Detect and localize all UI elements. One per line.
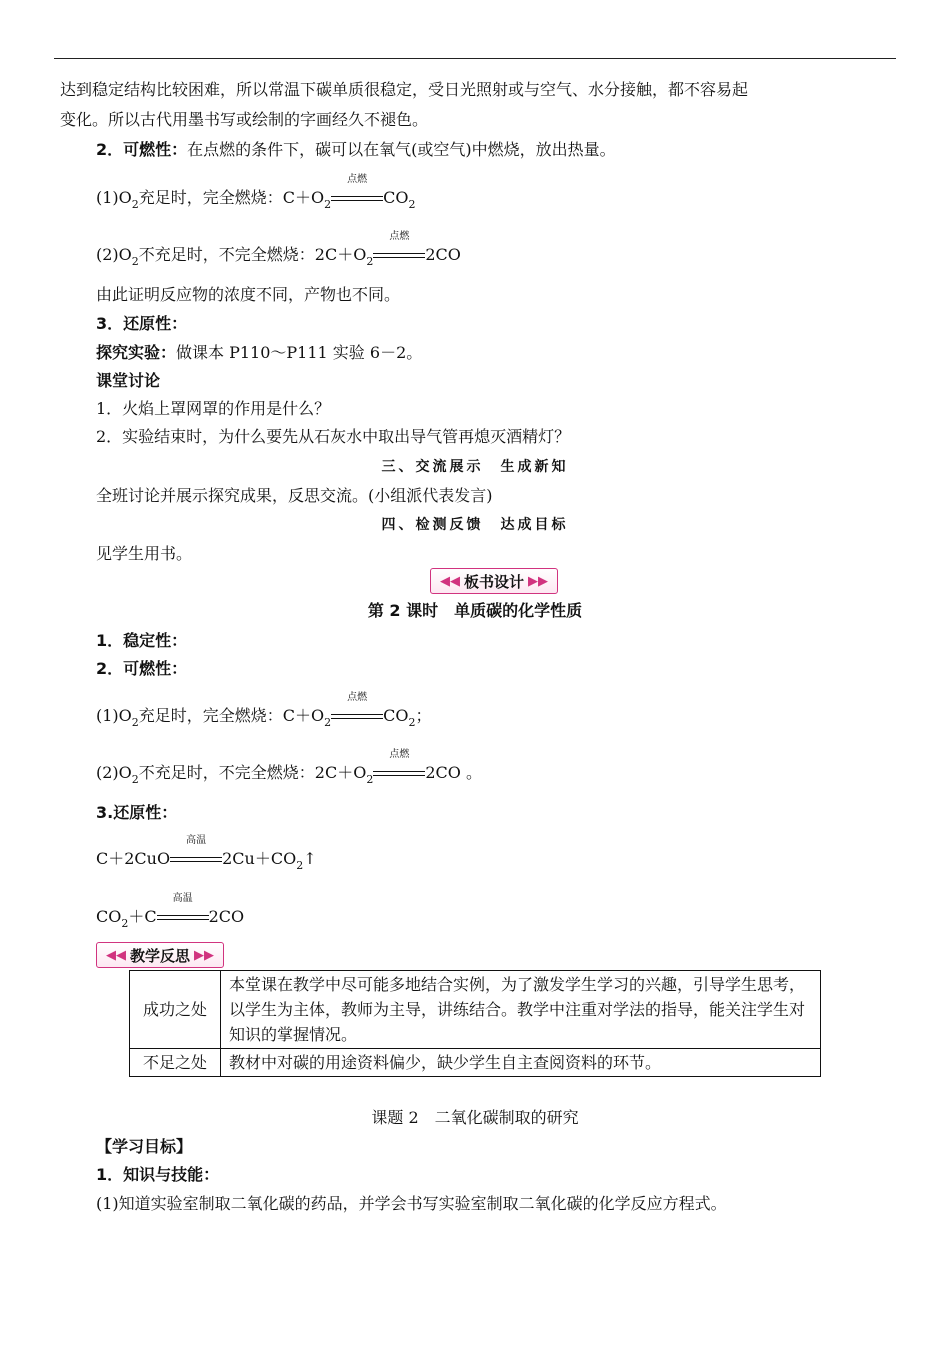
reaction-sign: 点燃 bbox=[331, 187, 383, 209]
combustibility-conclusion: 由此证明反应物的浓度不同，产物也不同。 bbox=[96, 285, 401, 304]
board-item: 1．稳定性： bbox=[96, 631, 188, 650]
equation-complete-combustion: $(1)O_2$充足时，完全燃烧：$C+O_2$ 点燃 $CO_2$ bbox=[96, 174, 416, 211]
lesson-title: 第 2 课时 单质碳的化学性质 bbox=[367, 601, 583, 620]
reaction-sign: 点燃 bbox=[373, 762, 425, 784]
combustibility-text: 在点燃的条件下，碳可以在氧气(或空气)中燃烧，放出热量。 bbox=[187, 140, 616, 159]
combustibility-heading: 2．可燃性： bbox=[96, 140, 188, 159]
board-equation-cuo: C＋2CuO 高温 $2Cu+CO_2↑$ bbox=[96, 835, 317, 872]
reflection-badge: ◀◀ 教学反思 ▶▶ bbox=[96, 942, 224, 968]
topic-title: 课题 2 二氧化碳制取的研究 bbox=[371, 1108, 579, 1127]
discussion-heading: 课堂讨论 bbox=[96, 371, 161, 390]
board-item: 3.还原性： bbox=[96, 803, 178, 822]
board-equation-complete: $(1)O_2$充足时，完全燃烧：$C+O_2$ 点燃 $CO_2$； bbox=[96, 692, 432, 729]
section-title-4: 四、检测反馈 达成目标 bbox=[381, 517, 569, 533]
paragraph-line: 达到稳定结构比较困难，所以常温下碳单质很稳定，受日光照射或与空气、水分接触，都不容易起 bbox=[60, 80, 749, 99]
board-equation-co2: $CO_2+C$ 高温 2CO bbox=[96, 893, 245, 930]
reducibility-heading: 3．还原性： bbox=[96, 314, 188, 333]
row-content: 本堂课在教学中尽可能多地结合实例，为了激发学生学习的兴趣，引导学生思考，以学生为主体，教师为主导，讲练结合。教学中注重对学法的指导，能关注学生对知识的掌握情况。 bbox=[221, 971, 821, 1049]
reaction-sign: 点燃 bbox=[373, 244, 425, 266]
combustibility-line bbox=[96, 139, 616, 161]
objective-subitem: (1)知道实验室制取二氧化碳的药品，并学会书写实验室制取二氧化碳的化学反应方程式。 bbox=[96, 1194, 727, 1213]
double-chevron-right-icon: ▶▶ bbox=[528, 573, 548, 589]
reflection-table bbox=[129, 970, 821, 1077]
row-label: 不足之处 bbox=[130, 1049, 221, 1077]
board-equation-incomplete: $(2)O_2$不充足时，不完全燃烧：$2C+O_2$ 点燃 2CO 。 bbox=[96, 749, 482, 786]
table-row bbox=[130, 971, 821, 1049]
experiment-line: 探究实验：做课本 P110～P111 实验 6－2。 bbox=[96, 343, 423, 362]
equation-incomplete-combustion: $(2)O_2$不充足时，不完全燃烧：$2C+O_2$ 点燃 2CO bbox=[96, 231, 461, 268]
objectives-heading: 【学习目标】 bbox=[96, 1137, 193, 1156]
section-title-3: 三、交流展示 生成新知 bbox=[381, 459, 569, 475]
reaction-sign: 高温 bbox=[170, 848, 222, 870]
board-design-badge: ◀◀ 板书设计 ▶▶ bbox=[430, 568, 558, 594]
double-chevron-right-icon: ▶▶ bbox=[194, 947, 214, 963]
objective-item: 1．知识与技能： bbox=[96, 1165, 220, 1184]
board-item: 2．可燃性： bbox=[96, 659, 188, 678]
section-text-4: 见学生用书。 bbox=[96, 544, 193, 563]
section-text-3: 全班讨论并展示探究成果，反思交流。(小组派代表发言) bbox=[96, 486, 493, 505]
gas-arrow-icon: ↑ bbox=[303, 849, 317, 868]
double-chevron-left-icon: ◀◀ bbox=[439, 573, 460, 589]
paragraph-line: 变化。所以古代用墨书写或绘制的字画经久不褪色。 bbox=[60, 110, 429, 129]
row-label: 成功之处 bbox=[130, 971, 221, 1049]
table-row bbox=[130, 1049, 821, 1077]
header-rule bbox=[54, 58, 896, 59]
double-chevron-left-icon: ◀◀ bbox=[105, 947, 126, 963]
discussion-question: 2．实验结束时，为什么要先从石灰水中取出导气管再熄灭酒精灯？ bbox=[96, 427, 571, 446]
reaction-sign: 点燃 bbox=[331, 705, 383, 727]
discussion-question: 1．火焰上罩网罩的作用是什么？ bbox=[96, 399, 331, 418]
reaction-sign: 高温 bbox=[157, 906, 209, 928]
row-content: 教材中对碳的用途资料偏少，缺少学生自主查阅资料的环节。 bbox=[221, 1049, 821, 1077]
